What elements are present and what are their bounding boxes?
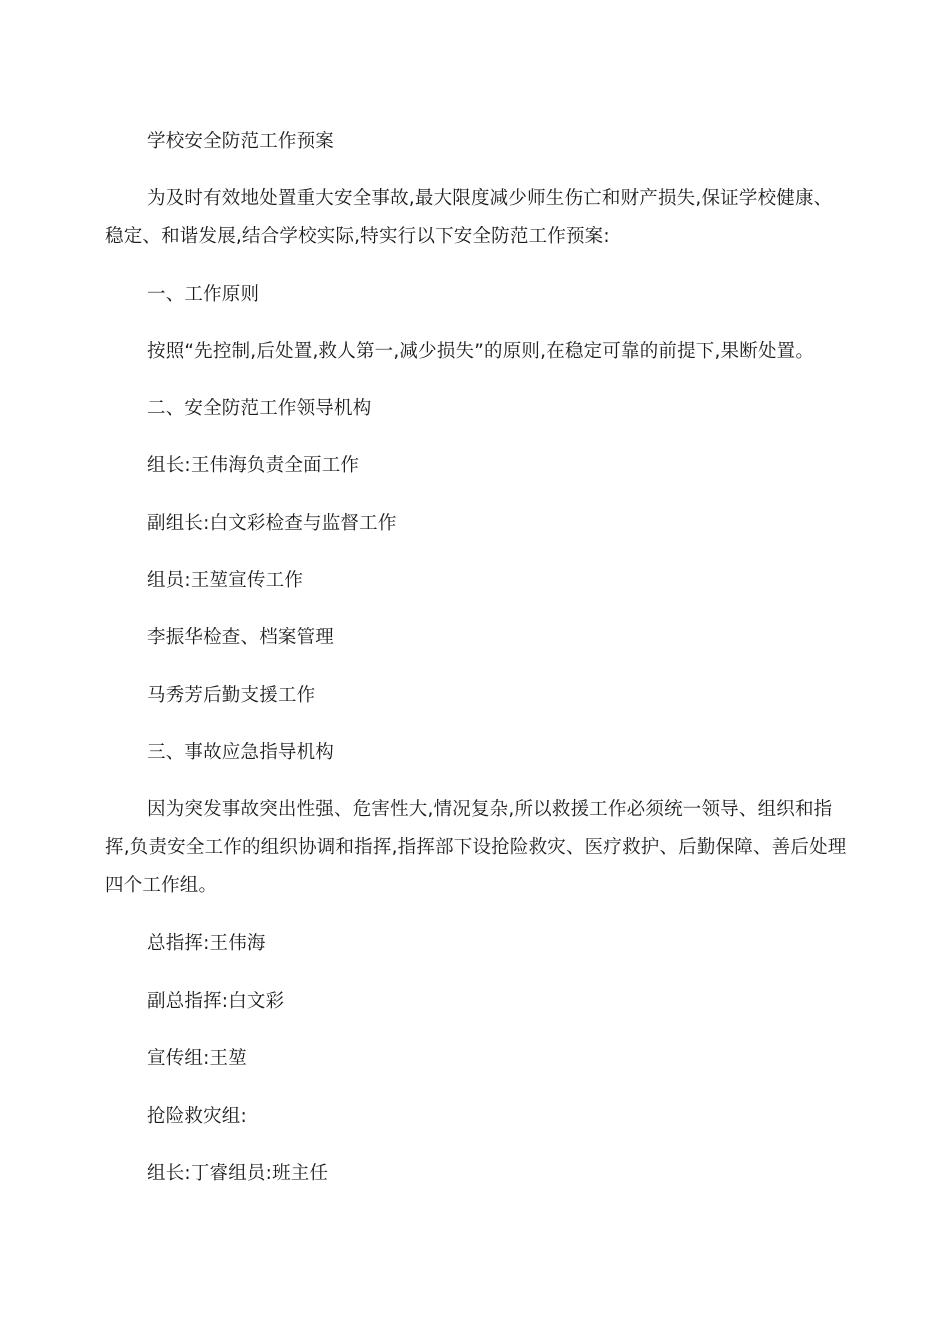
commander-line: 总指挥:王伟海 xyxy=(147,933,266,954)
leader-line: 组长:王伟海负责全面工作 xyxy=(147,455,360,476)
deputy-leader-line: 副组长:白文彩检查与监督工作 xyxy=(147,513,397,534)
document-title: 学校安全防范工作预案 xyxy=(147,131,335,152)
member-line-2: 李振华检查、档案管理 xyxy=(147,627,335,648)
intro-paragraph: 为及时有效地处置重大安全事故,最大限度减少师生伤亡和财产损失,保证学校健康、稳定、和谐发展,结合学校实际,特实行以下安全防范工作预案: xyxy=(105,188,833,247)
section3-heading: 三、事故应急指导机构 xyxy=(147,742,335,763)
section3-body: 因为突发事故突出性强、危害性大,情况复杂,所以救援工作必须统一领导、组织和指挥,负责安全工作的组织协调和指挥,指挥部下设抢险救灾、医疗救护、后勤保障、善后处理四个工作组。 xyxy=(105,799,847,896)
section1-body: 按照“先控制,后处置,救人第一,减少损失”的原则,在稳定可靠的前提下,果断处置。 xyxy=(147,341,815,362)
publicity-group-line: 宣传组:王堃 xyxy=(147,1048,247,1069)
member-line-1: 组员:王堃宣传工作 xyxy=(147,570,304,591)
member-line-3: 马秀芳后勤支援工作 xyxy=(147,685,316,706)
section1-heading: 一、工作原则 xyxy=(147,284,260,305)
deputy-commander-line: 副总指挥:白文彩 xyxy=(147,991,285,1012)
rescue-members-line: 组长:丁睿组员:班主任 xyxy=(147,1163,329,1184)
section2-heading: 二、安全防范工作领导机构 xyxy=(147,398,372,419)
rescue-group-line: 抢险救灾组: xyxy=(147,1106,247,1127)
